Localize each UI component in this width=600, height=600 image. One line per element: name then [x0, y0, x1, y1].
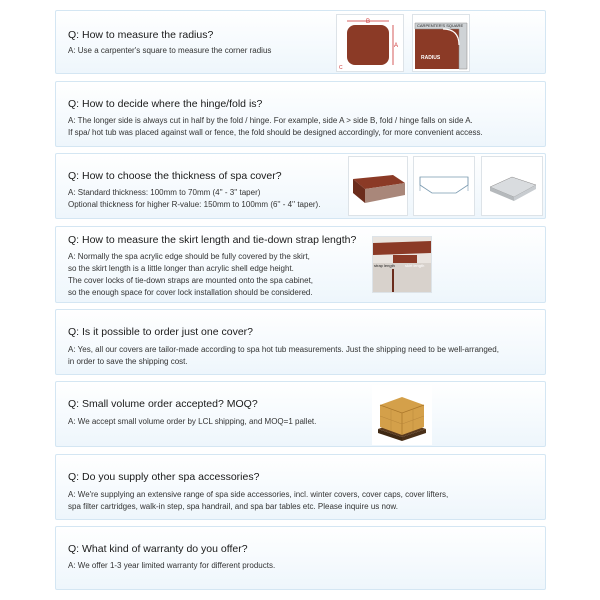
- faq-question: Q: Small volume order accepted? MOQ?: [68, 398, 258, 410]
- faq-answer: A: Use a carpenter's square to measure the corner radius: [68, 46, 272, 55]
- label-a: A: [394, 43, 399, 49]
- label-c: C: [339, 65, 343, 71]
- faq-answer: A: Standard thickness: 100mm to 70mm (4'' - 3'' taper): [68, 188, 261, 197]
- faq-answer: The cover locks of tie-down straps are mounted onto the spa cabinet,: [68, 276, 314, 285]
- label-radius: RADIUS: [421, 55, 441, 61]
- carpenter-square-image: [412, 14, 470, 72]
- faq-answer: in order to save the shipping cost.: [68, 357, 188, 366]
- cover-cross-section-photo: [481, 156, 543, 216]
- faq-answer: A: We offer 1-3 year limited warranty for different products.: [68, 561, 276, 570]
- radius-diagram-image: [336, 14, 404, 72]
- faq-answer: spa filter cartridges, walk-in step, spa handrail, and spa bar tables etc. Please inquire us now.: [68, 502, 398, 511]
- faq-card-single-order: [55, 309, 546, 375]
- faq-card-thickness: [55, 153, 546, 219]
- faq-answer: Optional thickness for higher R-value: 150mm to 100mm (6'' - 4'' taper).: [68, 200, 321, 209]
- faq-answer: A: We accept small volume order by LCL shipping, and MOQ=1 pallet.: [68, 417, 317, 426]
- faq-question: Q: How to choose the thickness of spa cover?: [68, 170, 282, 182]
- faq-answer: A: We're supplying an extensive range of spa side accessories, incl. winter covers, cover caps, cover lifters,: [68, 490, 449, 499]
- faq-question: Q: Is it possible to order just one cover?: [68, 326, 254, 338]
- label-b: B: [366, 19, 371, 25]
- faq-question: Q: What kind of warranty do you offer?: [68, 543, 248, 555]
- skirt-length-photo: [372, 236, 432, 293]
- faq-answer: so the skirt length is a little longer than acrylic shell edge height.: [68, 264, 294, 273]
- cover-profile-photo: [413, 156, 475, 216]
- faq-question: Q: How to measure the skirt length and tie-down strap length?: [68, 234, 357, 246]
- faq-question: Q: Do you supply other spa accessories?: [68, 471, 260, 483]
- faq-answer: so the enough space for cover lock installation should be considered.: [68, 288, 313, 297]
- label-skirt: skirt length: [405, 263, 425, 268]
- faq-card-warranty: [55, 526, 546, 590]
- label-strap: strap length: [374, 263, 395, 268]
- faq-card-hinge: [55, 81, 546, 147]
- spa-cover-photo: [348, 156, 408, 216]
- pallet-boxes-photo: [372, 385, 432, 445]
- faq-card-skirt: [55, 226, 546, 303]
- faq-answer: A: Yes, all our covers are tailor-made according to spa hot tub measurements. Just the shipping need to be well-arranged,: [68, 345, 499, 354]
- faq-answer: If spa/ hot tub was placed against wall or fence, the fold should be designed accordingly, for more convenient access.: [68, 128, 483, 137]
- faq-card-radius: [55, 10, 546, 74]
- faq-question: Q: How to measure the radius?: [68, 29, 214, 41]
- faq-card-moq: [55, 381, 546, 447]
- faq-answer: A: The longer side is always cut in half by the fold / hinge. For example, side A > side B, fold / hinge falls on side A.: [68, 116, 473, 125]
- faq-answer: A: Normally the spa acrylic edge should be fully covered by the skirt,: [68, 252, 310, 261]
- label-square: CARPENTER'S SQUARE: [417, 23, 464, 28]
- faq-card-accessories: [55, 454, 546, 520]
- faq-question: Q: How to decide where the hinge/fold is?: [68, 98, 263, 110]
